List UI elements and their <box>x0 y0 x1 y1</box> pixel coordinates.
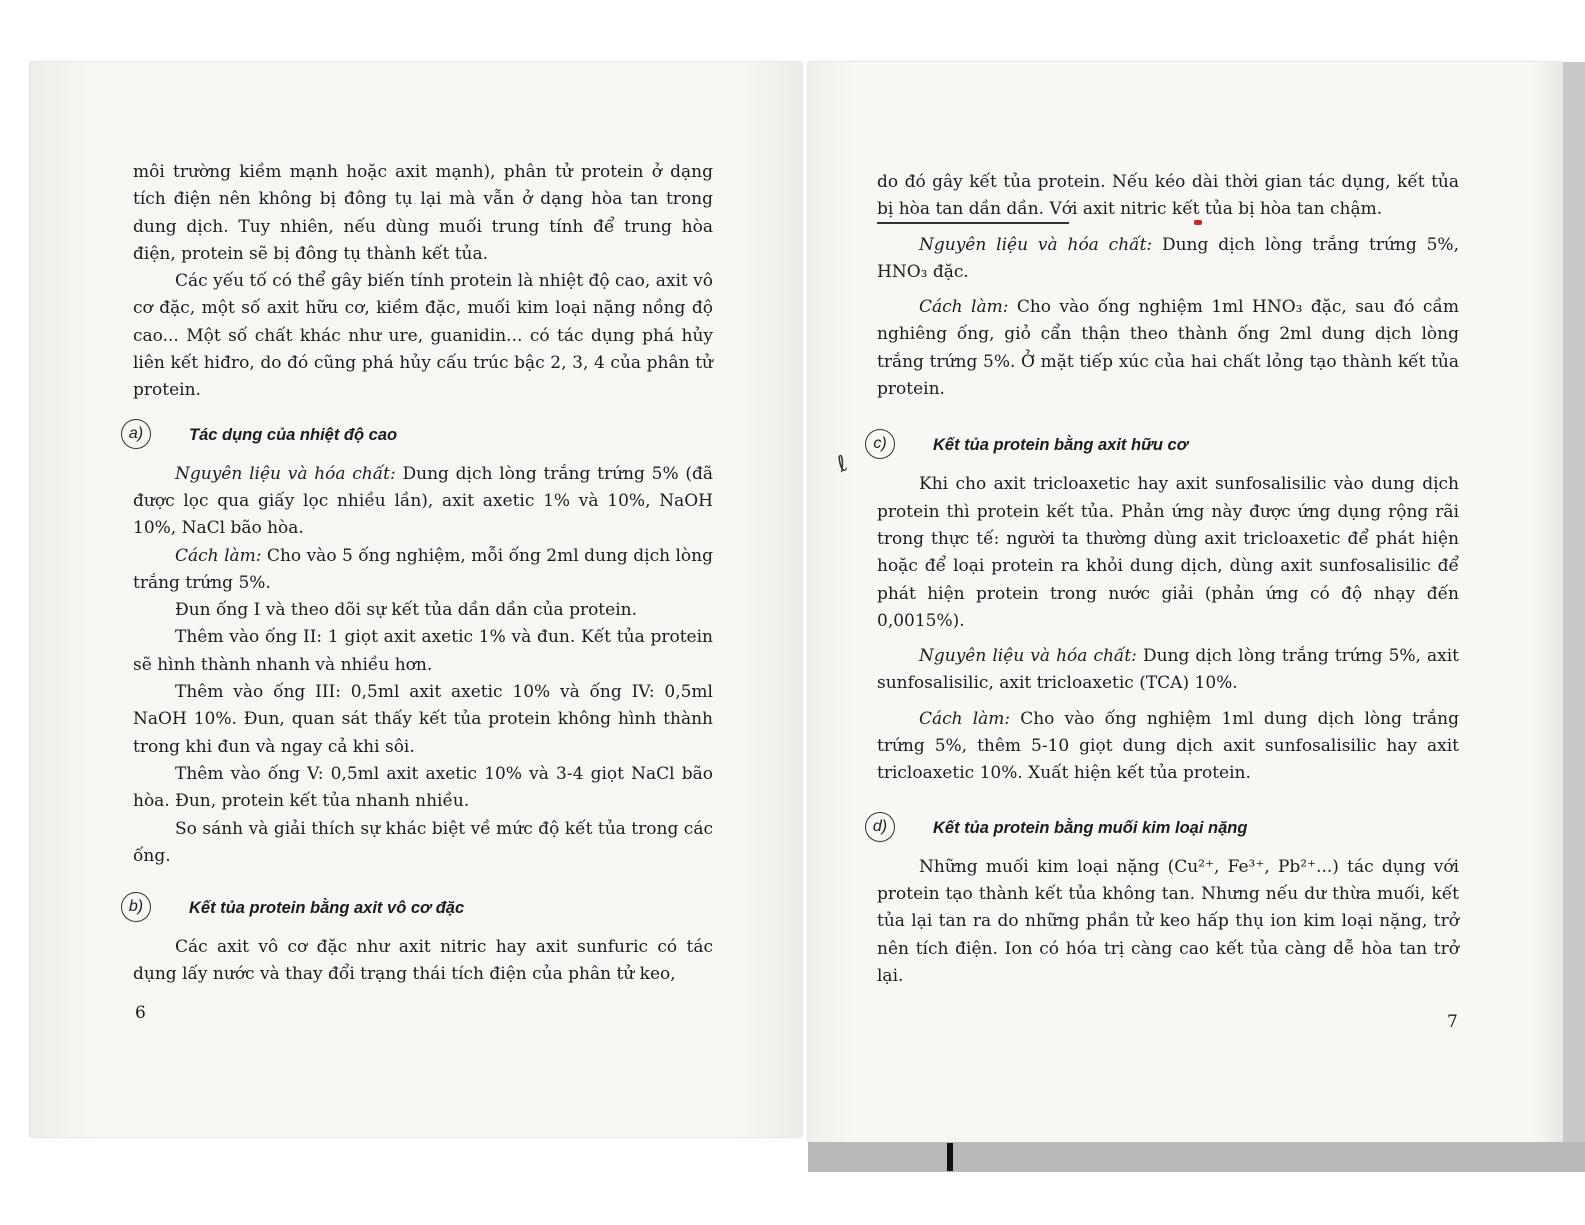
section-b-label: b) <box>121 892 151 922</box>
materials-text: Dung dịch lòng trắng trứng 5%, axit sunfosalisilic, axit tricloaxetic (TCA) 10%. <box>877 646 1460 694</box>
section-d-heading <box>872 816 1459 840</box>
section-d-label: d) <box>865 812 895 842</box>
materials-label: Nguyên liệu và hóa chất: <box>175 463 396 484</box>
paragraph: Các axit vô cơ đặc như axit nitric hay axit sunfuric có tác dụng lấy nước và thay đổi trạng thái tích điện của phân tử keo, <box>133 937 713 985</box>
section-c-heading <box>873 433 1459 457</box>
method-label: Cách làm: <box>919 297 1009 318</box>
section-a-title: Tác dụng của nhiệt độ cao <box>189 425 398 444</box>
paragraph: Những muối kim loại nặng (Cu²⁺, Fe³⁺, Pb²⁺...) tác dụng với protein tạo thành kết tủa không tan. Nhưng nếu dư thừa muối, kết tủa lại tan ra do những phần tử keo hấp thụ ion kim loại nặng, trở nên tích điện. Ion có hóa trị càng cao kết tủa càng dễ hòa tan trở lại. <box>877 856 1459 986</box>
right-text-column <box>872 169 1460 990</box>
pencil-scribble-icon: ℓ <box>833 451 852 478</box>
left-text-column <box>128 159 713 989</box>
paragraph: do đó gây kết tủa protein. Nếu kéo dài thời gian tác dụng, kết tủa bị hòa tan dần dần. Với axit nitric kết tủa bị hòa tan chậm. <box>877 172 1459 220</box>
paragraph: So sánh và giải thích sự khác biệt về mức độ kết tủa trong các ống. <box>133 818 713 866</box>
red-pen-mark <box>1194 220 1202 225</box>
paragraph <box>877 232 1459 287</box>
paragraph <box>877 706 1459 788</box>
method-label: Cách làm: <box>919 708 1011 729</box>
paragraph: Thêm vào ống V: 0,5ml axit axetic 10% và 3-4 giọt NaCl bão hòa. Đun, protein kết tủa nhanh nhiều. <box>133 763 713 812</box>
section-a-label: a) <box>121 419 151 449</box>
pen-underline <box>877 222 1069 224</box>
page-number-left: 6 <box>135 1003 146 1023</box>
section-b-heading <box>128 896 713 920</box>
paragraph <box>877 643 1459 698</box>
paragraph <box>133 461 713 543</box>
paragraph <box>877 294 1459 403</box>
section-d-title: Kết tủa protein bằng muối kim loại nặng <box>933 818 1248 837</box>
paragraph: Thêm vào ống II: 1 giọt axit axetic 1% và đun. Kết tủa protein sẽ hình thành nhanh và nhiều hơn. <box>133 627 713 675</box>
section-a-heading <box>128 423 713 447</box>
method-text: Cho vào ống nghiệm 1ml dung dịch lòng trắng trứng 5%, thêm 5-10 giọt dung dịch axit sunfosalisilic hay axit tricloaxetic 10%. Xuất hiện kết tủa protein. <box>877 708 1459 784</box>
scan-edge <box>1563 62 1585 1172</box>
paragraph: Đun ống I và theo dõi sự kết tủa dần dần của protein. <box>175 600 637 621</box>
paragraph: môi trường kiềm mạnh hoặc axit mạnh), phân tử protein ở dạng tích điện nên không bị đông tụ lại mà vẫn ở dạng hòa tan trong dung dịch. Tuy nhiên, nếu dùng muối trung tính để trung hòa điện, protein sẽ bị đông tụ thành kết tủa. <box>133 162 713 264</box>
paragraph: Khi cho axit tricloaxetic hay axit sunfosalisilic vào dung dịch protein thì protein kết tủa. Phản ứng này được ứng dụng rộng rãi trong thực tế: người ta thường dùng axit tricloaxetic để phát hiện hoặc để loại protein ra khỏi dung dịch, dùng axit sunfosalisilic để phát hiện protein trong nước giải (phản ứng có độ nhạy đến 0,0015%). <box>877 474 1459 631</box>
materials-label: Nguyên liệu và hóa chất: <box>919 646 1137 667</box>
paragraph: Thêm vào ống III: 0,5ml axit axetic 10% và ống IV: 0,5ml NaOH 10%. Đun, quan sát thấy kết tủa protein không hình thành trong khi đun và ngay cả khi sôi. <box>133 682 713 757</box>
scan-bottom-strip <box>808 1142 1585 1172</box>
method-label: Cách làm: <box>175 545 262 566</box>
materials-label: Nguyên liệu và hóa chất: <box>919 234 1153 255</box>
paragraph <box>133 543 713 598</box>
paragraph: Các yếu tố có thể gây biến tính protein là nhiệt độ cao, axit vô cơ đặc, một số axit hữu cơ, kiềm đặc, muối kim loại nặng nồng độ cao... Một số chất khác như ure, guanidin... có tác dụng phá hủy liên kết hiđro, do đó cũng phá hủy cấu trúc bậc 2, 3, 4 của phân tử protein. <box>133 271 713 401</box>
materials-text: Dung dịch lòng trắng trứng 5% (đã được lọc qua giấy lọc nhiều lần), axit axetic 1% và 10%, NaOH 10%, NaCl bão hòa. <box>133 463 713 539</box>
scan-mark <box>947 1143 953 1171</box>
section-b-title: Kết tủa protein bằng axit vô cơ đặc <box>189 899 465 918</box>
page-number-right: 7 <box>1447 1012 1458 1032</box>
method-text: Cho vào ống nghiệm 1ml HNO₃ đặc, sau đó cầm nghiêng ống, giỏ cẩn thận theo thành ống 2ml dung dịch lòng trắng trứng 5%. Ở mặt tiếp xúc của hai chất lỏng tạo thành kết tủa protein. <box>877 297 1459 400</box>
materials-text: Dung dịch lòng trắng trứng 5%, HNO₃ đặc. <box>877 234 1459 282</box>
method-text: Cho vào 5 ống nghiệm, mỗi ống 2ml dung dịch lòng trắng trứng 5%. <box>133 545 713 593</box>
section-c-label: c) <box>865 429 895 459</box>
section-c-title: Kết tủa protein bằng axit hữu cơ <box>933 436 1188 455</box>
